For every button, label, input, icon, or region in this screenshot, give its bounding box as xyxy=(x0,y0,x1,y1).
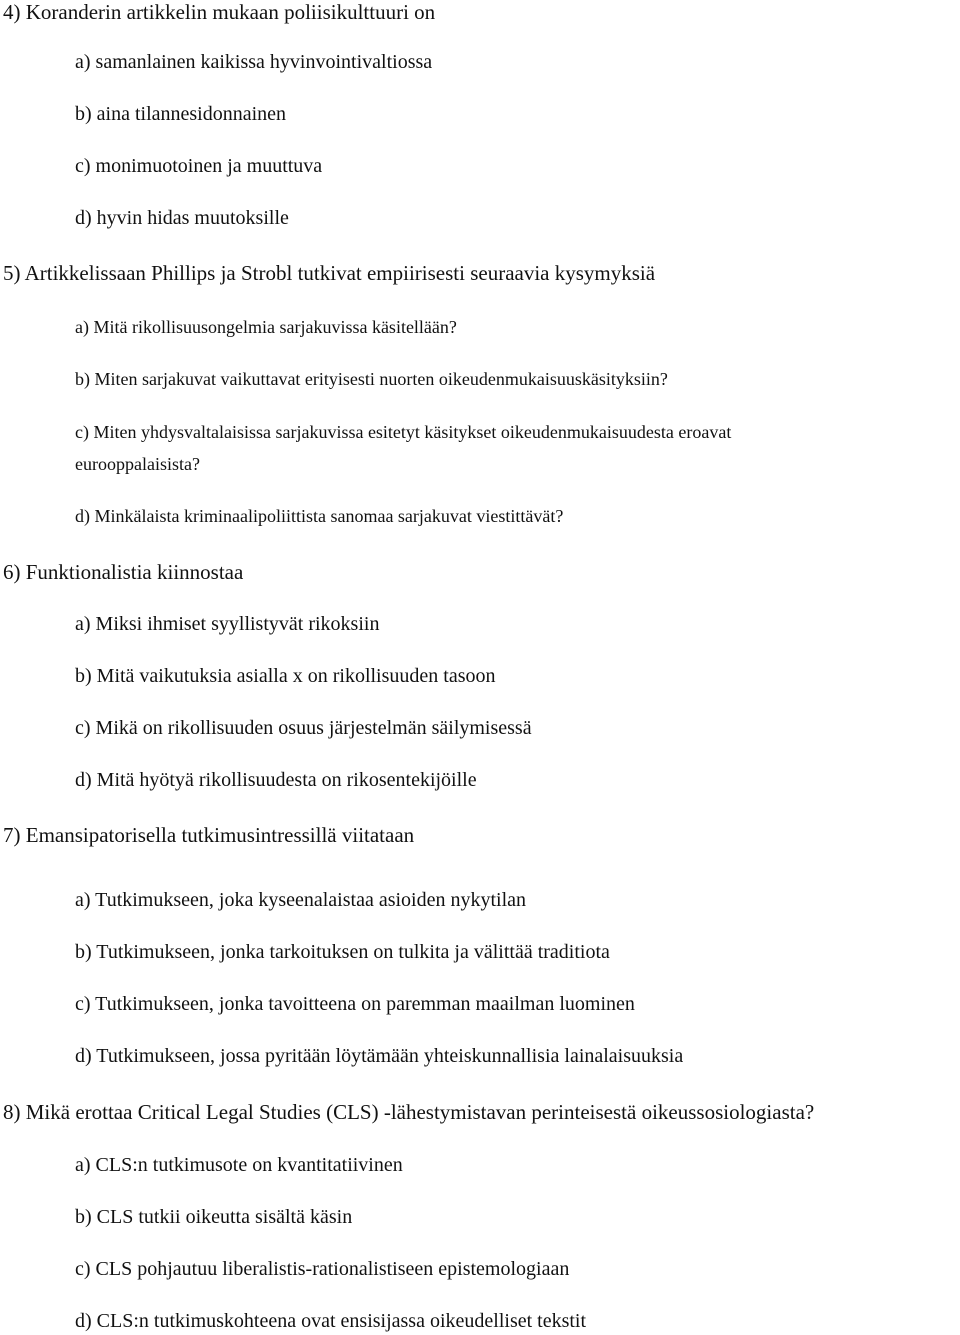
question-7-option-a: a) Tutkimukseen, joka kyseenalaistaa asioiden nykytilan xyxy=(75,889,527,911)
question-6-option-c: c) Mikä on rikollisuuden osuus järjestelmän säilymisessä xyxy=(75,717,532,739)
question-4-option-d: d) hyvin hidas muutoksille xyxy=(75,207,289,229)
question-5: 5) Artikkelissaan Phillips ja Strobl tutkivat empiirisesti seuraavia kysymyksiä xyxy=(3,261,656,285)
question-7-option-b: b) Tutkimukseen, jonka tarkoituksen on tulkita ja välittää traditiota xyxy=(75,941,610,963)
question-5-option-a: a) Mitä rikollisuusongelmia sarjakuvissa käsitellään? xyxy=(75,317,457,337)
question-6: 6) Funktionalistia kiinnostaa xyxy=(3,560,244,584)
question-4: 4) Koranderin artikkelin mukaan poliisikulttuuri on xyxy=(3,0,436,24)
question-6-option-b: b) Mitä vaikutuksia asialla x on rikollisuuden tasoon xyxy=(75,665,496,687)
question-6-option-a: a) Miksi ihmiset syyllistyvät rikoksiin xyxy=(75,613,380,635)
question-6-option-d: d) Mitä hyötyä rikollisuudesta on rikosentekijöille xyxy=(75,769,477,791)
question-4-option-a: a) samanlainen kaikissa hyvinvointivaltiossa xyxy=(75,51,433,73)
question-8-option-b: b) CLS tutkii oikeutta sisältä käsin xyxy=(75,1206,353,1228)
question-5-option-c-continuation: eurooppalaisista? xyxy=(75,454,200,474)
question-8: 8) Mikä erottaa Critical Legal Studies (CLS) -lähestymistavan perinteisestä oikeussosiologiasta? xyxy=(3,1100,815,1124)
question-7-option-c: c) Tutkimukseen, jonka tavoitteena on paremman maailman luominen xyxy=(75,993,635,1015)
question-4-option-c: c) monimuotoinen ja muuttuva xyxy=(75,155,323,177)
question-7-option-d: d) Tutkimukseen, jossa pyritään löytämään yhteiskunnallisia lainalaisuuksia xyxy=(75,1045,684,1067)
question-7: 7) Emansipatorisella tutkimusintressillä viitataan xyxy=(3,823,415,847)
question-5-option-b: b) Miten sarjakuvat vaikuttavat erityisesti nuorten oikeudenmukaisuuskäsityksiin? xyxy=(75,369,668,389)
question-8-option-c: c) CLS pohjautuu liberalistis-rationalistiseen epistemologiaan xyxy=(75,1258,570,1280)
question-8-option-a: a) CLS:n tutkimusote on kvantitatiivinen xyxy=(75,1154,403,1176)
question-8-option-d: d) CLS:n tutkimuskohteena ovat ensisijassa oikeudelliset tekstit xyxy=(75,1310,587,1332)
question-4-option-b: b) aina tilannesidonnainen xyxy=(75,103,287,125)
question-5-option-c: c) Miten yhdysvaltalaisissa sarjakuvissa esitetyt käsitykset oikeudenmukaisuudesta eroavat xyxy=(75,422,732,442)
question-5-option-d: d) Minkälaista kriminaalipoliittista sanomaa sarjakuvat viestittävät? xyxy=(75,506,564,526)
